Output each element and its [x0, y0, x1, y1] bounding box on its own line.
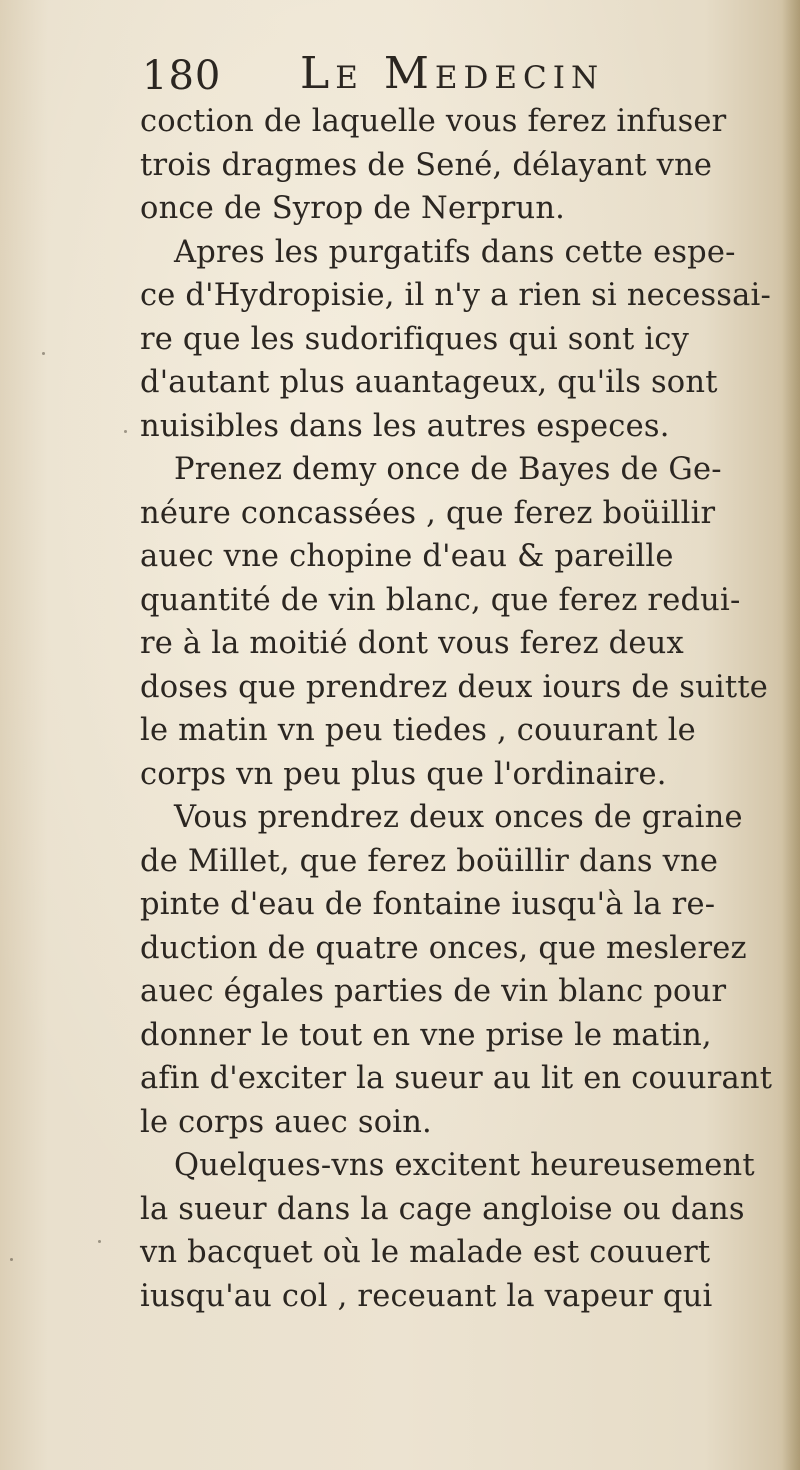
text-line: auec égales parties de vin blanc pour	[140, 974, 727, 1009]
text-line: nuisibles dans les autres especes.	[140, 408, 670, 444]
text-line: auec vne chopine d'eau & pareille	[140, 539, 674, 574]
text-line: trois dragmes de Sené, délayant vne	[140, 147, 713, 183]
text-line: néure concassées , que ferez boüillir	[140, 495, 716, 531]
text-line: donner le tout en vne prise le matin,	[140, 1017, 712, 1053]
text-line: corps vn peu plus que l'ordinaire.	[140, 756, 667, 792]
text-line: doses que prendrez deux iours de suitte	[140, 669, 769, 705]
text-line: duction de quatre onces, que meslerez	[140, 930, 747, 966]
text-line: re que les sudorifiques qui sont icy	[140, 321, 690, 357]
paper-speck	[10, 1258, 13, 1261]
text-line: coction de laquelle vous ferez infuser	[140, 104, 727, 139]
paper-speck	[98, 1240, 101, 1243]
text-line: once de Syrop de Nerprun.	[140, 191, 566, 226]
text-line: vn bacquet où le malade est couuert	[140, 1235, 711, 1270]
running-title: Le Medecin	[300, 48, 605, 99]
page-number: 180	[142, 53, 222, 99]
page-header	[142, 44, 702, 100]
paragraph-first-line: Apres les purgatifs dans cette espe-	[174, 234, 736, 270]
text-line: re à la moitié dont vous ferez deux	[140, 626, 684, 661]
page-body	[140, 100, 773, 1318]
page-gutter-shadow	[782, 0, 800, 1470]
text-line: la sueur dans la cage angloise ou dans	[140, 1191, 745, 1227]
paper-speck	[42, 352, 45, 355]
paragraph-first-line: Vous prendrez deux onces de graine	[174, 800, 743, 835]
text-line: le corps auec soin.	[140, 1104, 432, 1140]
paragraph-first-line: Quelques-vns excitent heureusement	[174, 1148, 755, 1183]
text-line: le matin vn peu tiedes , couurant le	[140, 713, 696, 748]
text-line: de Millet, que ferez boüillir dans vne	[140, 843, 719, 879]
text-line: pinte d'eau de fontaine iusqu'à la re-	[140, 887, 716, 922]
paper-speck	[124, 430, 127, 433]
text-line: iusqu'au col , receuant la vapeur qui	[140, 1278, 713, 1314]
text-line: quantité de vin blanc, que ferez redui-	[140, 582, 741, 618]
text-line: afin d'exciter la sueur au lit en couurant	[140, 1061, 773, 1096]
text-line: d'autant plus auantageux, qu'ils sont	[140, 365, 718, 400]
paragraph-first-line: Prenez demy once de Bayes de Ge-	[174, 452, 722, 487]
text-line: ce d'Hydropisie, il n'y a rien si necessai-	[140, 278, 771, 313]
